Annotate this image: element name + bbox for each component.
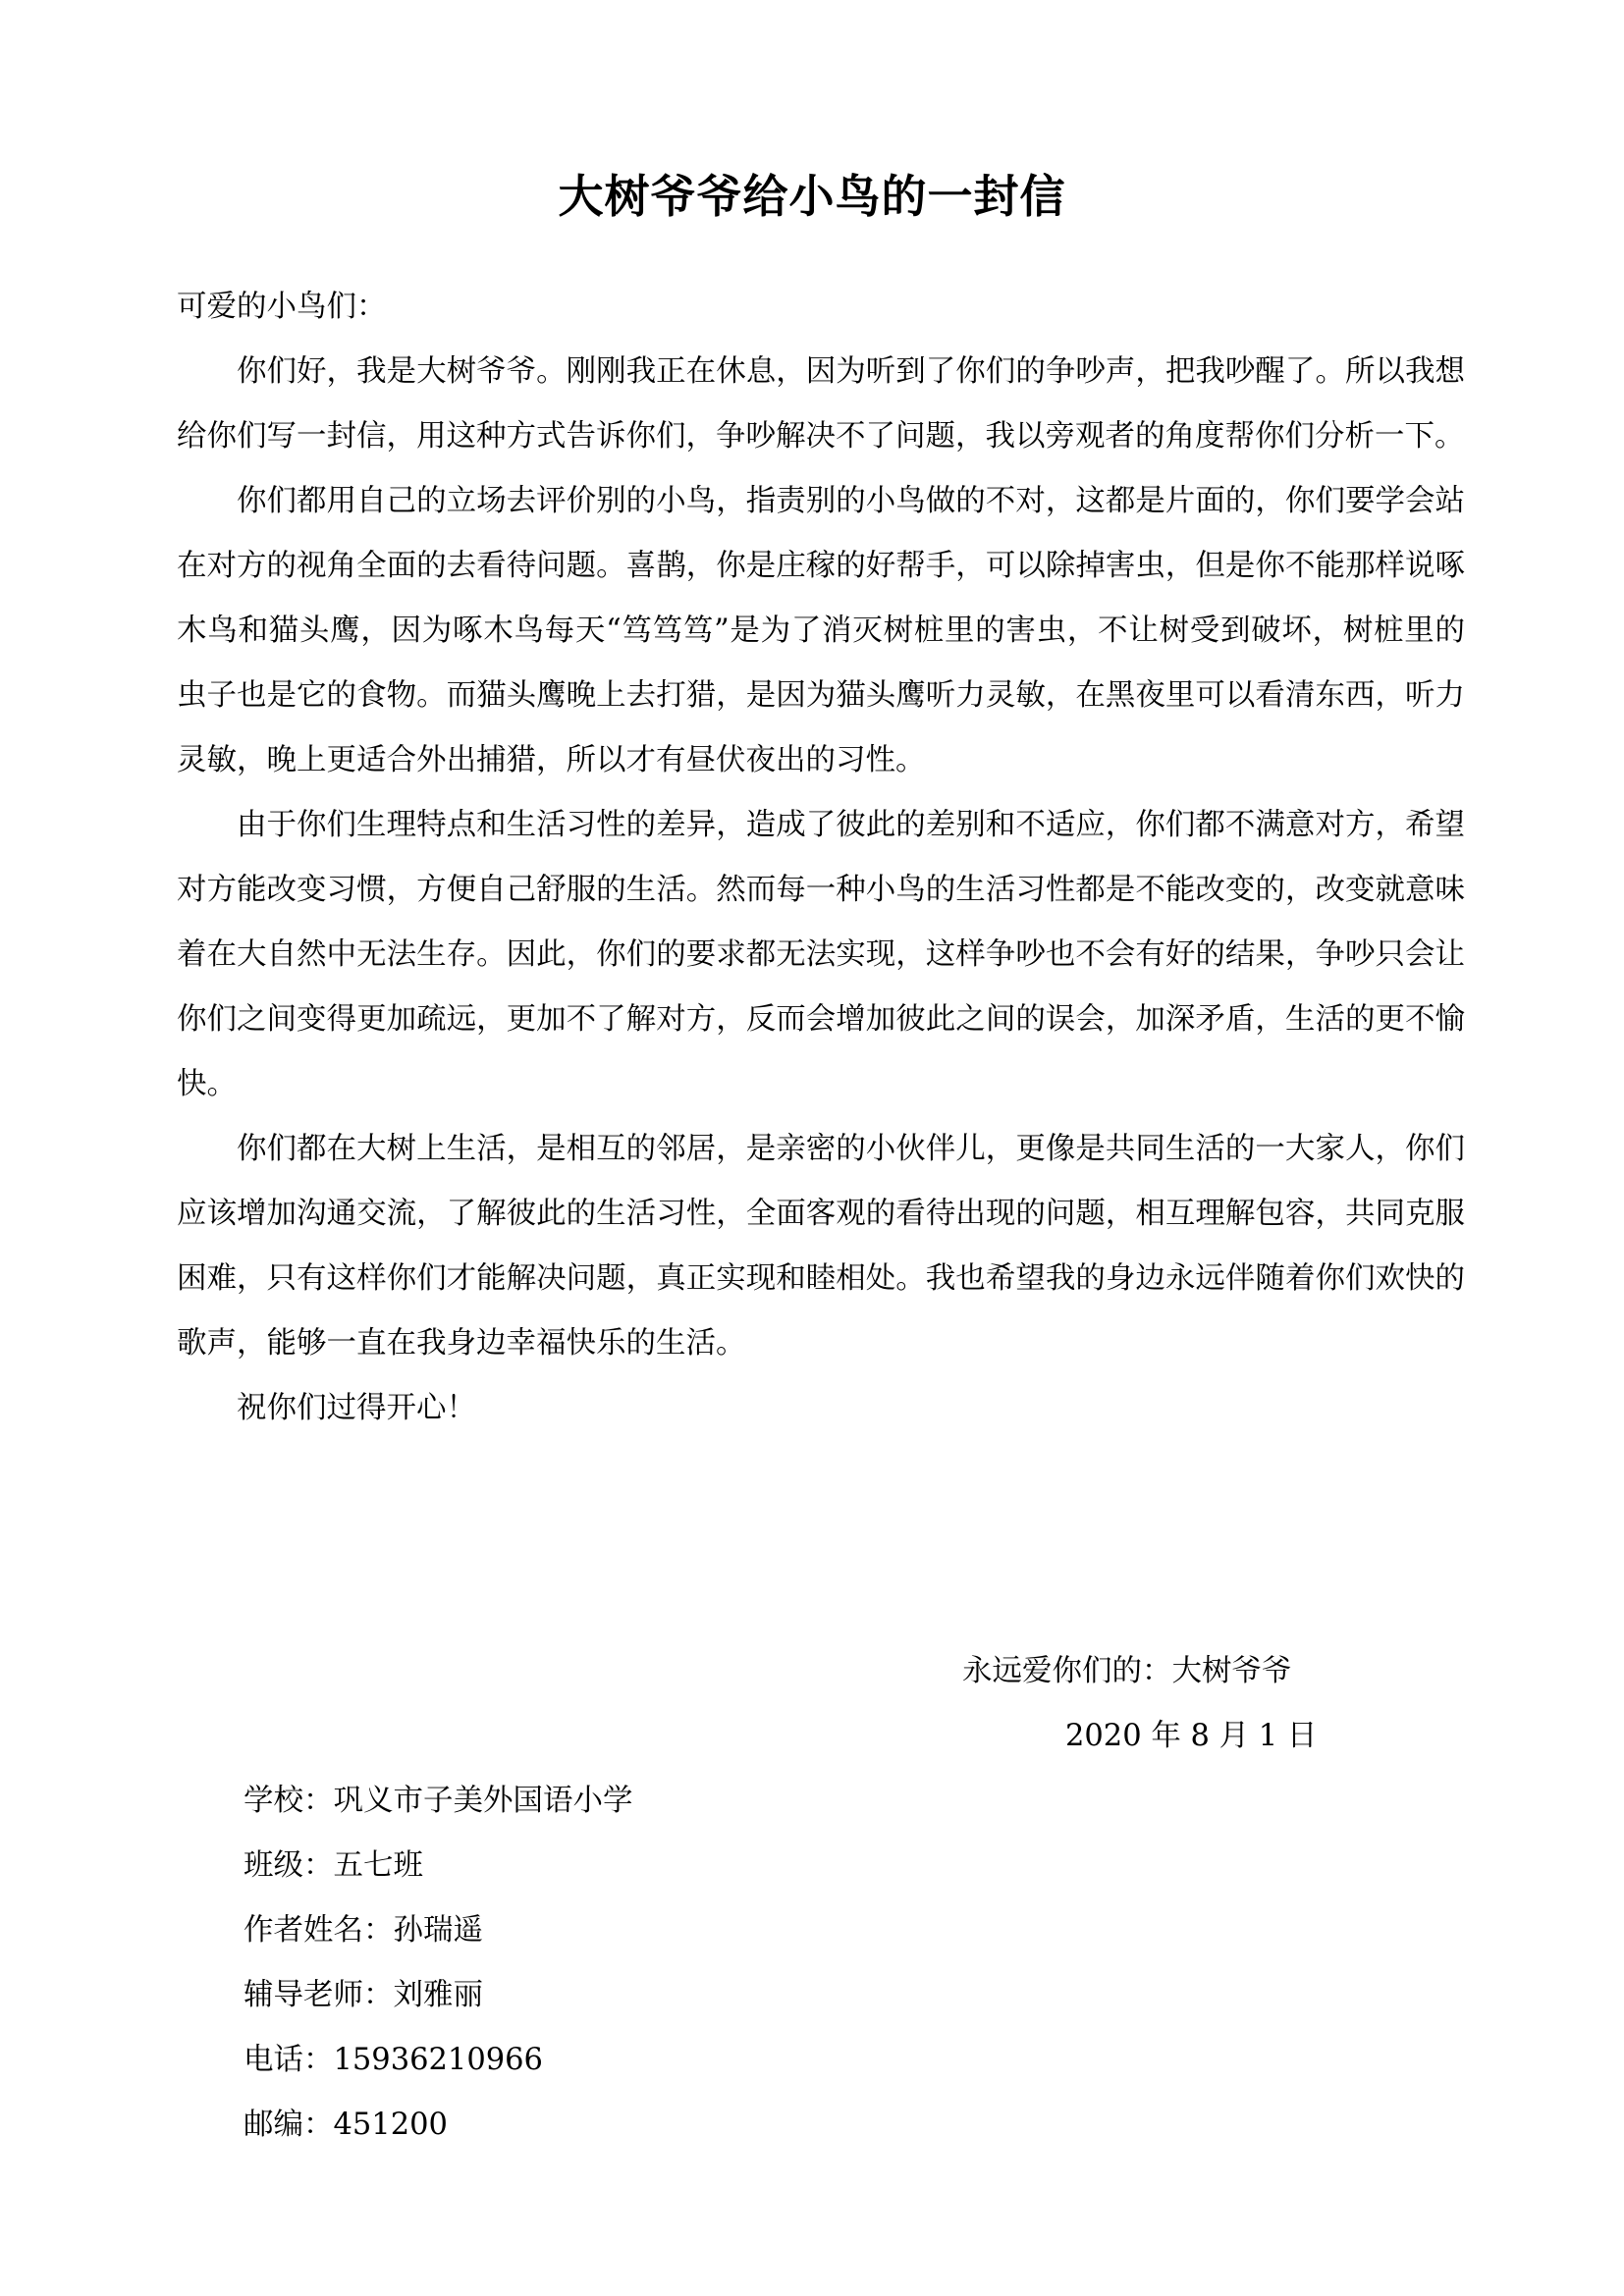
info-author: 作者姓名：孙瑞遥 (244, 1913, 483, 1948)
letter-paragraph: 你们都用自己的立场去评价别的小鸟，指责别的小鸟做的不对，这都是片面的，你们要学会站在对方的视角全面的去看待问题。喜鹊，你是庄稼的好帮手，可以除掉害虫，但是你不能那样说啄木鸟和猫头鹰，因为啄木鸟每天“笃笃笃”是为了消灭树桩里的害虫，不让树受到破坏，树桩里的虫子也是它的食物。而猫头鹰晚上去打猎，是因为猫头鹰听力灵敏，在黑夜里可以看清东西，听力灵敏，晚上更适合外出捕猎，所以才有昼伏夜出的习性。 (177, 484, 1465, 777)
info-phone: 电话：15936210966 (244, 2043, 543, 2077)
letter-body (177, 275, 1465, 1441)
info-postcode: 邮编：451200 (244, 2108, 448, 2142)
info-teacher: 辅导老师：刘雅丽 (244, 1978, 483, 2012)
letter-date: 2020 年 8 月 1 日 (1065, 1719, 1318, 1753)
letter-paragraph: 由于你们生理特点和生活习性的差异，造成了彼此的差别和不适应，你们都不满意对方，希望对方能改变习惯，方便自己舒服的生活。然而每一种小鸟的生活习性都是不能改变的，改变就意味着在大自然中无法生存。因此，你们的要求都无法实现，这样争吵也不会有好的结果，争吵只会让你们之间变得更加疏远，更加不了解对方，反而会增加彼此之间的误会，加深矛盾，生活的更不愉快。 (177, 808, 1465, 1101)
letter-title: 大树爷爷给小鸟的一封信 (558, 170, 1066, 223)
letter-paragraph: 你们好，我是大树爷爷。刚刚我正在休息，因为听到了你们的争吵声，把我吵醒了。所以我想给你们写一封信，用这种方式告诉你们，争吵解决不了问题，我以旁观者的角度帮你们分析一下。 (177, 354, 1465, 454)
letter-signature: 永远爱你们的：大树爷爷 (962, 1654, 1292, 1688)
info-school: 学校：巩义市子美外国语小学 (244, 1784, 633, 1818)
letter-closing: 祝你们过得开心！ (237, 1391, 476, 1425)
letter-paragraph: 你们都在大树上生活，是相互的邻居，是亲密的小伙伴儿，更像是共同生活的一大家人，你们应该增加沟通交流，了解彼此的生活习性，全面客观的看待出现的问题，相互理解包容，共同克服困难，只有这样你们才能解决问题，真正实现和睦相处。我也希望我的身边永远伴随着你们欢快的歌声，能够一直在我身边幸福快乐的生活。 (177, 1132, 1465, 1361)
info-class: 班级：五七班 (244, 1848, 423, 1883)
author-info-block (244, 1769, 1127, 2158)
letter-salutation: 可爱的小鸟们： (177, 290, 387, 324)
